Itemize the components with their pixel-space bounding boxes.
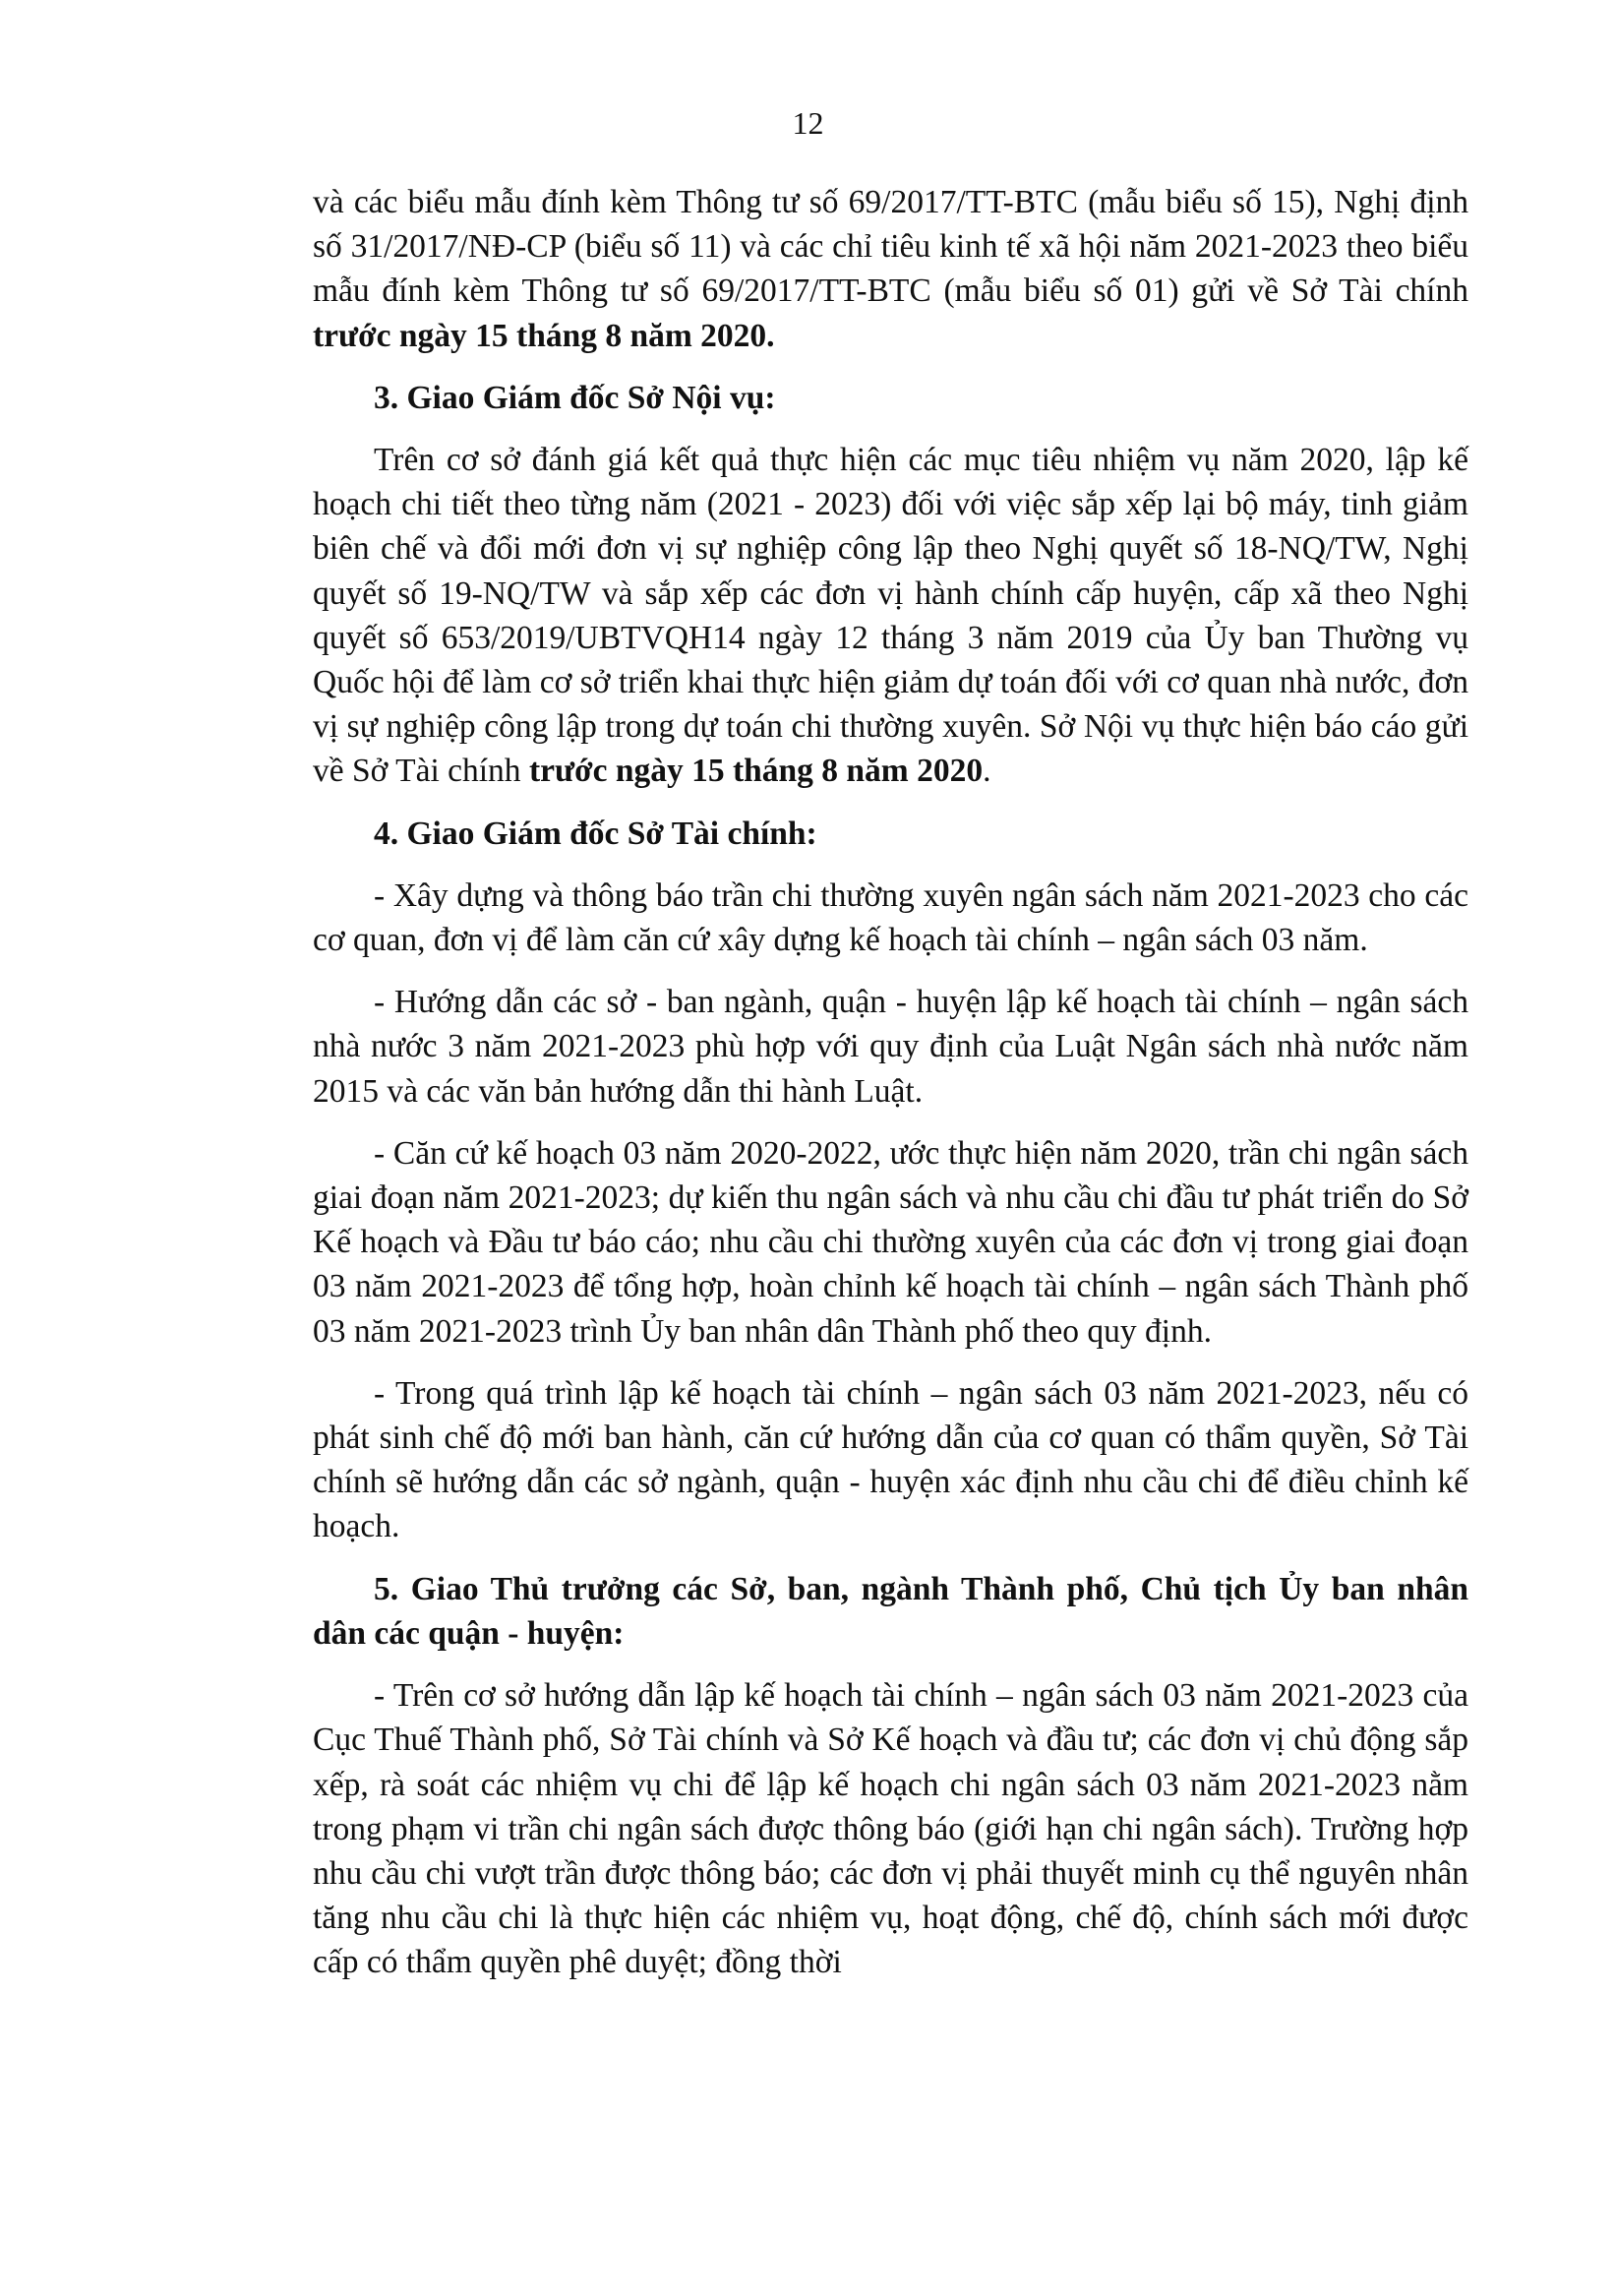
section-4-heading: 4. Giao Giám đốc Sở Tài chính: (374, 815, 817, 852)
section-5-item: - Trên cơ sở hướng dẫn lập kế hoạch tài chính – ngân sách 03 năm 2021-2023 của Cục Thuế Thành phố, Sở Tài chính và Sở Kế hoạch và đầu tư; các đơn vị chủ động sắp xếp, rà soát các nhiệm vụ chi để lập kế hoạch chi ngân sách 03 năm 2021-2023 nằm trong phạm vi trần chi ngân sách được thông báo (giới hạn chi ngân sách). Trường hợp nhu cầu chi vượt trần được thông báo; các đơn vị phải thuyết minh cụ thể nguyên nhân tăng nhu cầu chi là thực hiện các nhiệm vụ, hoạt động, chế độ, chính sách mới được cấp có thẩm quyền phê duyệt; đồng thời (313, 1677, 1468, 1981)
document-body (313, 180, 1468, 2003)
paragraph-text: và các biểu mẫu đính kèm Thông tư số 69/2017/TT-BTC (mẫu biểu số 15), Nghị định số 31/2017/NĐ-CP (biểu số 11) và các chỉ tiêu kinh tế xã hội năm 2021-2023 theo biểu mẫu đính kèm Thông tư số 69/2017/TT-BTC (mẫu biểu số 01) gửi về Sở Tài chính (313, 184, 1468, 310)
deadline-bold-text: trước ngày 15 tháng 8 năm 2020. (313, 317, 775, 354)
section-3-heading: 3. Giao Giám đốc Sở Nội vụ: (374, 379, 776, 416)
deadline-bold-text: trước ngày 15 tháng 8 năm 2020 (528, 753, 984, 790)
section-3-paragraph (313, 438, 1468, 794)
section-4-item: - Trong quá trình lập kế hoạch tài chính – ngân sách 03 năm 2021-2023, nếu có phát sinh chế độ mới ban hành, căn cứ hướng dẫn của cơ quan có thẩm quyền, Sở Tài chính sẽ hướng dẫn các sở ngành, quận - huyện xác định nhu cầu chi để điều chỉnh kế hoạch. (313, 1374, 1468, 1545)
paragraph-text: Trên cơ sở đánh giá kết quả thực hiện các mục tiêu nhiệm vụ năm 2020, lập kế hoạch chi tiết theo từng năm (2021 - 2023) đối với việc sắp xếp lại bộ máy, tinh giảm biên chế và đổi mới đơn vị sự nghiệp công lập theo Nghị quyết số 18-NQ/TW, Nghị quyết số 19-NQ/TW và sắp xếp các đơn vị hành chính cấp huyện, cấp xã theo Nghị quyết số 653/2019/UBTVQH14 ngày 12 tháng 3 năm 2019 của Ủy ban Thường vụ Quốc hội để làm cơ sở triển khai thực hiện giảm dự toán đối với cơ quan nhà nước, đơn vị sự nghiệp công lập trong dự toán chi thường xuyên. Sở Nội vụ thực hiện báo cáo gửi về Sở Tài chính (313, 442, 1468, 790)
section-4-item: - Căn cứ kế hoạch 03 năm 2020-2022, ước thực hiện năm 2020, trần chi ngân sách giai đoạn năm 2021-2023; dự kiến thu ngân sách và nhu cầu chi đầu tư phát triển do Sở Kế hoạch và Đầu tư báo cáo; nhu cầu chi thường xuyên của các đơn vị trong giai đoạn 03 năm 2021-2023 để tổng hợp, hoàn chỉnh kế hoạch tài chính – ngân sách Thành phố 03 năm 2021-2023 trình Ủy ban nhân dân Thành phố theo quy định. (313, 1134, 1468, 1350)
paragraph-end: . (983, 753, 991, 790)
section-5-heading: 5. Giao Thủ trưởng các Sở, ban, ngành Thành phố, Chủ tịch Ủy ban nhân dân các quận - huyện: (313, 1570, 1468, 1652)
section-4-item: - Xây dựng và thông báo trần chi thường xuyên ngân sách năm 2021-2023 cho các cơ quan, đơn vị để làm căn cứ xây dựng kế hoạch tài chính – ngân sách 03 năm. (313, 876, 1468, 959)
section-4-item: - Hướng dẫn các sở - ban ngành, quận - huyện lập kế hoạch tài chính – ngân sách nhà nước 3 năm 2021-2023 phù hợp với quy định của Luật Ngân sách nhà nước năm 2015 và các văn bản hướng dẫn thi hành Luật. (313, 984, 1468, 1110)
paragraph-continuation (313, 180, 1468, 358)
page-number: 12 (792, 105, 824, 141)
